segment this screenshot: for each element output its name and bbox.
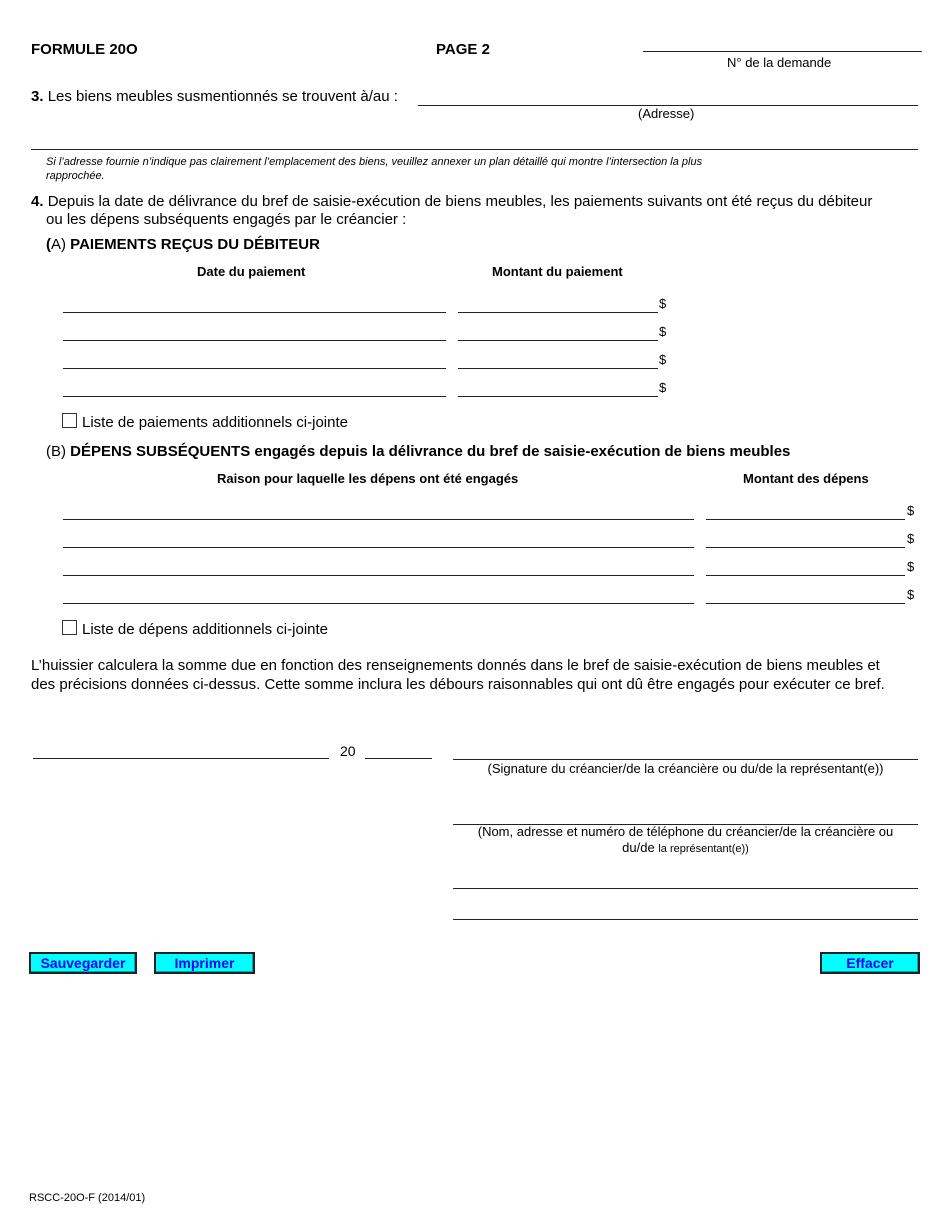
- contact-label: [453, 824, 918, 857]
- partA-title: PAIEMENTS REÇUS DU DÉBITEUR: [70, 236, 320, 253]
- section4-number: 4.: [31, 193, 44, 210]
- payment-date-input-4[interactable]: [63, 378, 446, 397]
- clear-button[interactable]: Effacer: [820, 952, 920, 974]
- year-input[interactable]: [365, 740, 432, 759]
- partA-open-paren: (: [46, 236, 51, 253]
- year-prefix: 20: [340, 743, 356, 759]
- partA-letter: A): [51, 236, 66, 253]
- address-label: (Adresse): [638, 106, 695, 121]
- page-label: PAGE 2: [436, 41, 490, 58]
- address-input[interactable]: [418, 87, 918, 106]
- col-payment-date: Date du paiement: [197, 264, 306, 279]
- date-input[interactable]: [33, 740, 329, 759]
- cost-reason-input-2[interactable]: [63, 529, 694, 548]
- address-note: [46, 155, 702, 183]
- address-input-line2[interactable]: [31, 131, 918, 150]
- section4-line1: Depuis la date de délivrance du bref de saisie-exécution de biens meubles, les paiements suivants ont été reçus du débiteur: [47, 193, 873, 210]
- currency-symbol: $: [907, 587, 915, 602]
- cost-amount-input-3[interactable]: [706, 557, 905, 576]
- currency-symbol: $: [907, 559, 915, 574]
- cost-amount-input-4[interactable]: [706, 585, 905, 604]
- contact-address-field[interactable]: [453, 870, 918, 889]
- claim-number-label: N° de la demande: [727, 55, 832, 70]
- partA-heading: [46, 236, 320, 253]
- col-cost-amount: Montant des dépens: [743, 471, 869, 486]
- partB-letter: (B): [46, 443, 66, 460]
- cost-amount-input-2[interactable]: [706, 529, 905, 548]
- partB-title: DÉPENS SUBSÉQUENTS engagés depuis la délivrance du bref de saisie-exécution de biens meubles: [70, 443, 791, 460]
- payment-amount-input-1[interactable]: [458, 294, 658, 313]
- currency-symbol: $: [659, 324, 667, 339]
- signature-field[interactable]: [453, 741, 918, 760]
- address-note-line1: Si l’adresse fournie n’indique pas clairement l’emplacement des biens, veuillez annexer un plan détaillé qui montre l’intersection la plus: [46, 156, 703, 168]
- col-payment-amount: Montant du paiement: [492, 264, 623, 279]
- currency-symbol: $: [659, 380, 667, 395]
- contact-phone-field[interactable]: [453, 901, 918, 920]
- section4-text: [31, 193, 872, 229]
- signature-label: (Signature du créancier/de la créancière ou du/de la représentant(e)): [487, 761, 884, 776]
- save-button[interactable]: Sauvegarder: [29, 952, 137, 974]
- payment-date-input-3[interactable]: [63, 350, 446, 369]
- additional-costs-label: Liste de dépens additionnels ci-jointe: [82, 621, 328, 638]
- currency-symbol: $: [659, 296, 667, 311]
- additional-costs-checkbox[interactable]: [62, 620, 77, 635]
- section4-line2: ou les dépens subséquents engagés par le créancier :: [46, 211, 407, 228]
- address-note-line2: rapprochée.: [46, 170, 105, 182]
- payment-date-input-1[interactable]: [63, 294, 446, 313]
- contact-label-line2a: du/de: [622, 840, 655, 855]
- bailiff-paragraph-line1: L’huissier calculera la somme due en fonction des renseignements donnés dans le bref de saisie-exécution de biens meubles et: [31, 657, 880, 674]
- currency-symbol: $: [907, 531, 915, 546]
- payment-date-input-2[interactable]: [63, 322, 446, 341]
- print-button[interactable]: Imprimer: [154, 952, 255, 974]
- payment-amount-input-3[interactable]: [458, 350, 658, 369]
- cost-amount-input-1[interactable]: [706, 501, 905, 520]
- bailiff-paragraph: [31, 656, 885, 694]
- cost-reason-input-3[interactable]: [63, 557, 694, 576]
- form-title: FORMULE 20O: [31, 41, 138, 58]
- payment-amount-input-4[interactable]: [458, 378, 658, 397]
- currency-symbol: $: [907, 503, 915, 518]
- cost-reason-input-1[interactable]: [63, 501, 694, 520]
- contact-label-line2b: la représentant(e)): [658, 843, 749, 855]
- partB-heading: [46, 443, 790, 460]
- payment-amount-input-2[interactable]: [458, 322, 658, 341]
- claim-number-input[interactable]: [643, 33, 922, 52]
- currency-symbol: $: [659, 352, 667, 367]
- additional-payments-checkbox[interactable]: [62, 413, 77, 428]
- bailiff-paragraph-line2: des précisions données ci-dessus. Cette somme inclura les débours raisonnables qui ont dû être engagés pour exécuter ce bref.: [31, 676, 885, 693]
- section3-number: 3.: [31, 88, 44, 105]
- cost-reason-input-4[interactable]: [63, 585, 694, 604]
- col-cost-reason: Raison pour laquelle les dépens ont été engagés: [217, 471, 519, 486]
- section3-label: Les biens meubles susmentionnés se trouvent à/au :: [47, 88, 398, 105]
- form-code: RSCC-20O-F (2014/01): [29, 1192, 146, 1204]
- contact-label-line1: (Nom, adresse et numéro de téléphone du créancier/de la créancière ou: [477, 824, 894, 839]
- contact-name-field[interactable]: [453, 806, 918, 825]
- section3-text: [31, 88, 398, 105]
- additional-payments-label: Liste de paiements additionnels ci-jointe: [82, 414, 348, 431]
